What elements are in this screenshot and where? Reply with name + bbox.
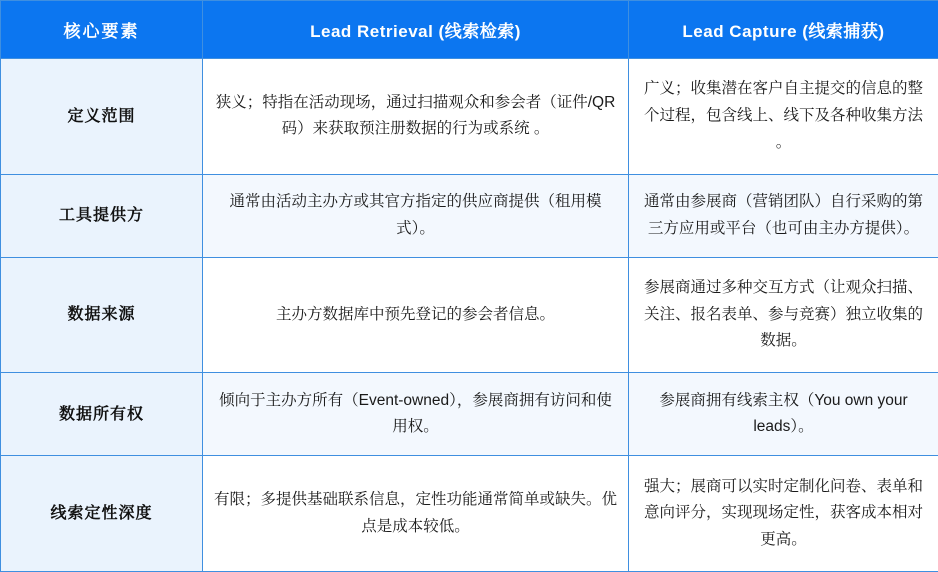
cell-text: 倾向于主办方所有（Event-owned），参展商拥有访问和使用权。 — [219, 391, 612, 436]
column-header-lead-capture: Lead Capture (线索捕获) — [629, 1, 938, 59]
cell-capture-data-ownership — [629, 373, 938, 456]
cell-capture-definition-scope — [629, 59, 938, 175]
cell-retrieval-tool-provider — [203, 174, 629, 257]
table-row — [1, 257, 938, 373]
cell-retrieval-definition-scope — [203, 59, 629, 175]
cell-text: 狭义；特指在活动现场，通过扫描观众和参会者（证件/QR 码）来获取预注册数据的行为或系统 。 — [215, 93, 616, 138]
cell-capture-lead-qualification-depth — [629, 456, 938, 572]
cell-text: 通常由参展商（营销团队）自行采购的第三方应用或平台（也可由主办方提供）。 — [643, 193, 923, 237]
cell-text: 有限；多提供基础联系信息，定性功能通常简单或缺失。优点是成本较低。 — [213, 490, 617, 535]
row-label-definition-scope: 定义范围 — [1, 59, 203, 175]
cell-text: 强大；展商可以实时定制化问卷、表单和意向评分，实现现场定性，获客成本相对更高。 — [643, 477, 923, 548]
row-label-lead-qualification-depth: 线索定性深度 — [1, 456, 203, 572]
row-label-tool-provider: 工具提供方 — [1, 174, 203, 257]
table-header — [1, 1, 938, 59]
cell-capture-tool-provider — [629, 174, 938, 257]
column-header-core-element: 核心要素 — [1, 1, 203, 59]
cell-retrieval-data-source — [203, 257, 629, 373]
cell-retrieval-data-ownership — [203, 373, 629, 456]
cell-capture-data-source — [629, 257, 938, 373]
table-row — [1, 456, 938, 572]
row-label-data-ownership: 数据所有权 — [1, 373, 203, 456]
cell-text: 参展商通过多种交互方式（让观众扫描、关注、报名表单、参与竞赛）独立收集的数据。 — [643, 279, 923, 350]
cell-text: 主办方数据库中预先登记的参会者信息。 — [275, 305, 555, 323]
table-header-row — [1, 1, 938, 59]
table-row — [1, 59, 938, 175]
table-row — [1, 373, 938, 456]
cell-text: 参展商拥有线索主权（You own your leads）。 — [659, 391, 908, 436]
table-row — [1, 174, 938, 257]
table-body — [1, 59, 938, 572]
row-label-data-source: 数据来源 — [1, 257, 203, 373]
cell-retrieval-lead-qualification-depth — [203, 456, 629, 572]
column-header-lead-retrieval: Lead Retrieval (线索检索) — [203, 1, 629, 59]
cell-text: 广义；收集潜在客户自主提交的信息的整个过程，包含线上、线下及各种收集方法 。 — [643, 80, 923, 151]
cell-text: 通常由活动主办方或其官方指定的供应商提供（租用模式）。 — [229, 193, 602, 237]
